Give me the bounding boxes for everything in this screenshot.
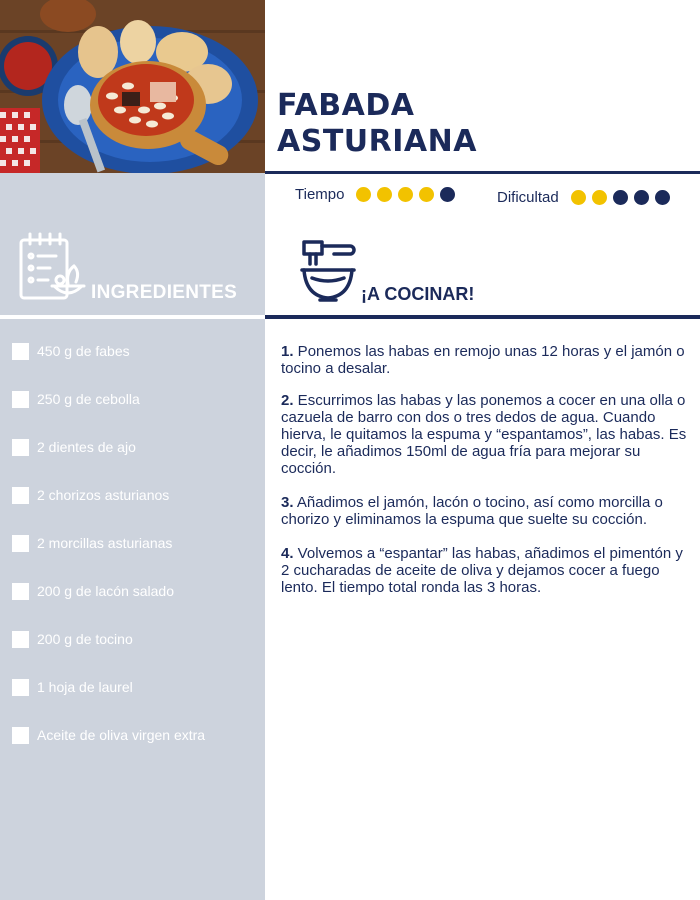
rating-dot-filled [571,190,586,205]
time-rating-dots [356,187,455,202]
rating-dot-filled [377,187,392,202]
ingredient-checkbox[interactable] [12,727,29,744]
ingredient-label: 450 g de fabes [37,343,130,359]
step-number: 2. [281,392,294,409]
step-number: 4. [281,545,294,562]
ingredient-checkbox[interactable] [12,391,29,408]
ingredient-label: 2 dientes de ajo [37,439,136,455]
rating-dot-empty [440,187,455,202]
ingredient-item [12,438,205,456]
header-divider [265,171,700,174]
ingredient-label: 200 g de lacón salado [37,583,174,599]
recipe-title-line-1: FABADA [277,88,415,123]
recipe-title [277,88,677,160]
step-text: Escurrimos las habas y las ponemos a cocer en una olla o cazuela de barro con dos o tres dedos de agua. Cuando hierva, le quitamos la espuma y “espantamos”, las habas. Es decir, le añadimos 150ml de agua fría para mejorar su cocción. [281,392,687,477]
ingredients-list [12,342,205,774]
step-text: Añadimos el jamón, lacón o tocino, así como morcilla o chorizo y eliminamos la espuma que suelte su cocción. [281,494,663,528]
rating-dot-empty [634,190,649,205]
cooking-heading: ¡A COCINAR! [361,284,475,304]
difficulty-rating [497,189,670,206]
ingredient-label: 2 chorizos asturianos [37,487,170,503]
cooking-step [281,392,691,477]
mixing-bowl-icon [298,236,358,306]
time-rating [295,186,455,203]
difficulty-label: Dificultad [497,189,559,206]
recipe-title-line-2: ASTURIANA [277,124,477,159]
ingredient-item [12,534,205,552]
ingredient-checkbox[interactable] [12,343,29,360]
ingredient-checkbox[interactable] [12,631,29,648]
ingredient-item [12,390,205,408]
ingredient-item [12,486,205,504]
step-number: 1. [281,343,294,360]
ingredient-label: 1 hoja de laurel [37,679,133,695]
cooking-step [281,343,691,377]
time-label: Tiempo [295,186,345,203]
fabada-dish-image [0,0,265,173]
rating-dot-empty [655,190,670,205]
notepad-ingredients-icon [18,232,88,302]
ingredient-item [12,726,205,744]
rating-dot-filled [592,190,607,205]
step-number: 3. [281,494,294,511]
ingredient-item [12,630,205,648]
rating-dot-empty [613,190,628,205]
ingredient-item [12,678,205,696]
ingredient-label: 250 g de cebolla [37,391,140,407]
cooking-steps [281,343,691,596]
ingredient-checkbox[interactable] [12,439,29,456]
cooking-step [281,545,691,596]
ingredient-checkbox[interactable] [12,487,29,504]
step-text: Ponemos las habas en remojo unas 12 horas y el jamón o tocino a desalar. [281,343,685,377]
difficulty-rating-dots [571,190,670,205]
rating-dot-filled [356,187,371,202]
ingredient-label: Aceite de oliva virgen extra [37,727,206,743]
sidebar-divider [0,315,265,319]
ingredient-item [12,342,205,360]
rating-dot-filled [419,187,434,202]
ingredient-checkbox[interactable] [12,583,29,600]
step-text: Volvemos a “espantar” las habas, añadimos el pimentón y 2 cucharadas de aceite de oliva y dejamos cocer a fuego lento. El tiempo total ronda las 3 horas. [281,545,683,596]
rating-dot-filled [398,187,413,202]
ingredient-label: 2 morcillas asturianas [37,535,173,551]
fabada-photo [0,0,265,173]
ingredient-item [12,582,205,600]
ingredients-heading: INGREDIENTES [91,282,238,303]
ingredient-label: 200 g de tocino [37,631,133,647]
ingredient-checkbox[interactable] [12,679,29,696]
ingredient-checkbox[interactable] [12,535,29,552]
cooking-step [281,494,691,528]
